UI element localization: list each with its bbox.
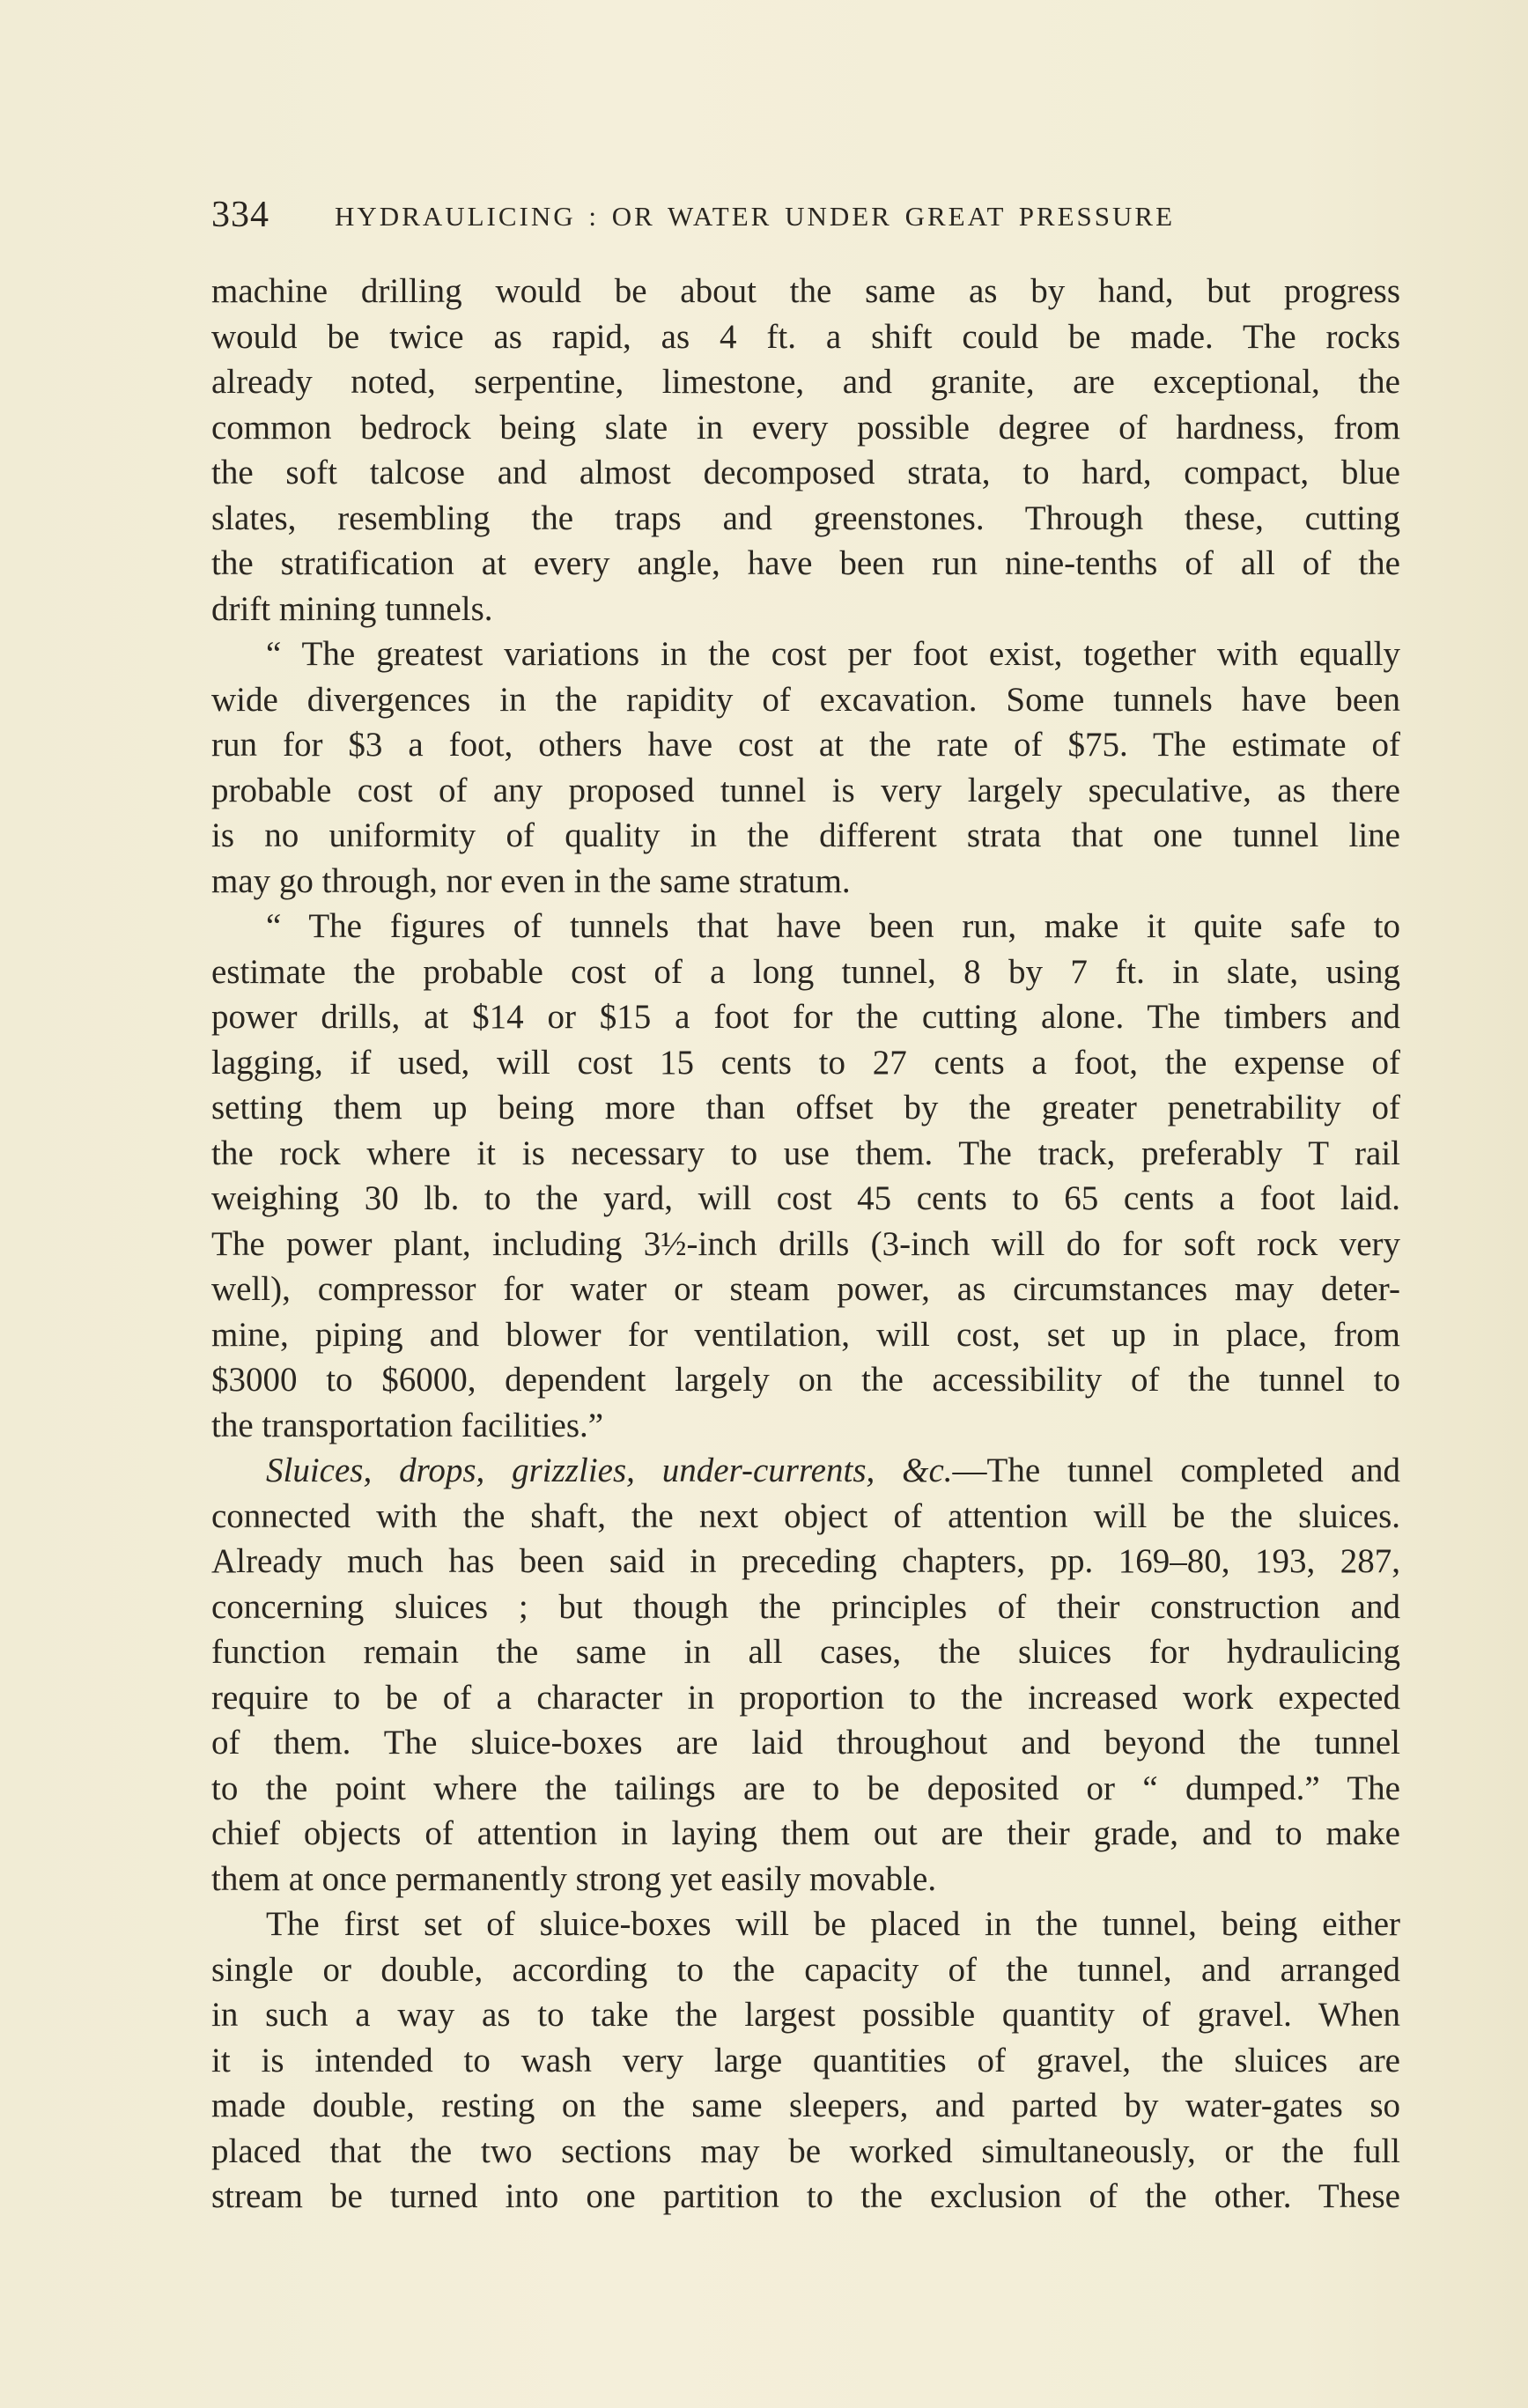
text-line: is no uniformity of quality in the different strata that one tunnel line [211, 816, 1400, 854]
text-line: the soft talcose and almost decomposed strata, to hard, compact, blue [211, 454, 1400, 491]
text-line: power drills, at $14 or $15 a foot for the cutting alone. The timbers and [211, 998, 1400, 1036]
sluices-paragraph-first-line [211, 1448, 1400, 1494]
text-line: slates, resembling the traps and greenstones. Through these, cutting [211, 499, 1400, 537]
text-line: the stratification at every angle, have been run nine-tenths of all of the [211, 544, 1400, 582]
text-line: setting them up being more than offset by the greater penetrability of [211, 1089, 1400, 1126]
running-head [211, 192, 1277, 245]
text-line: single or double, according to the capacity of the tunnel, and arranged [211, 1950, 1400, 1989]
text-line: probable cost of any proposed tunnel is very largely speculative, as there [211, 771, 1400, 809]
text-line: function remain the same in all cases, the sluices for hydraulicing [211, 1633, 1400, 1671]
text-line: it is intended to wash very large quantities of gravel, the sluices are [211, 2041, 1400, 2079]
text-line: $3000 to $6000, dependent largely on the accessibility of the tunnel to [211, 1361, 1400, 1399]
text-line: The power plant, including 3½-inch drills (3-inch will do for soft rock very [211, 1224, 1400, 1263]
text-line: weighing 30 lb. to the yard, will cost 45 cents to 65 cents a foot laid. [211, 1179, 1400, 1217]
text-line: “ The greatest variations in the cost per foot exist, together with equally [266, 635, 1400, 673]
text-line: chief objects of attention in laying them out are their grade, and to make [211, 1814, 1400, 1852]
text-line: already noted, serpentine, limestone, and granite, are exceptional, the [211, 363, 1400, 401]
text-line: the rock where it is necessary to use them. The track, preferably T rail [211, 1134, 1400, 1172]
text-line: in such a way as to take the largest possible quantity of gravel. When [211, 1996, 1400, 2034]
text-line: made double, resting on the same sleepers, and parted by water-gates so [211, 2087, 1400, 2124]
sluices-heading: Sluices, drops, grizzlies, under-currents, &c. [266, 1451, 953, 1489]
text-line: stream be turned into one partition to the exclusion of the other. These [211, 2177, 1400, 2215]
text-line: well), compressor for water or steam power, as circumstances may deter- [211, 1270, 1400, 1308]
text-line: of them. The sluice-boxes are laid throughout and beyond the tunnel [211, 1724, 1400, 1762]
text-line: estimate the probable cost of a long tunnel, 8 by 7 ft. in slate, using [211, 952, 1400, 991]
text-line: machine drilling would be about the same as by hand, but progress [211, 272, 1400, 310]
body-text [211, 269, 1400, 2220]
text-line: mine, piping and blower for ventilation, will cost, set up in place, from [211, 1315, 1400, 1354]
text-line: require to be of a character in proportion to the increased work expected [211, 1678, 1400, 1717]
text-line: run for $3 a foot, others have cost at the rate of $75. The estimate of [211, 726, 1400, 764]
text-line: The first set of sluice-boxes will be placed in the tunnel, being either [266, 1905, 1400, 1943]
text-line: wide divergences in the rapidity of excavation. Some tunnels have been [211, 680, 1400, 719]
text-line: would be twice as rapid, as 4 ft. a shift could be made. The rocks [211, 317, 1400, 356]
text-line: concerning sluices ; but though the principles of their construction and [211, 1587, 1400, 1626]
text-line: common bedrock being slate in every possible degree of hardness, from [211, 408, 1400, 447]
running-title: HYDRAULICING : OR WATER UNDER GREAT PRESSURE [335, 201, 1176, 232]
sluices-line-rest: —The tunnel completed and [952, 1451, 1400, 1489]
text-line: “ The figures of tunnels that have been run, make it quite safe to [266, 907, 1400, 945]
text-line: lagging, if used, will cost 15 cents to 27 cents a foot, the expense of [211, 1043, 1400, 1082]
text-line: placed that the two sections may be worked simultaneously, or the full [211, 2131, 1400, 2170]
text-line: drift mining tunnels. [211, 589, 493, 628]
text-line: the transportation facilities.” [211, 1406, 604, 1444]
text-line: Already much has been said in preceding chapters, pp. 169–80, 193, 287, [211, 1542, 1400, 1580]
text-line: may go through, nor even in the same stratum. [211, 861, 851, 900]
text-line: to the point where the tailings are to be deposited or “ dumped.” The [211, 1769, 1400, 1807]
page-number: 334 [211, 195, 269, 235]
text-line: them at once permanently strong yet easily movable. [211, 1859, 937, 1898]
text-line: connected with the shaft, the next object of attention will be the sluices. [211, 1496, 1400, 1535]
